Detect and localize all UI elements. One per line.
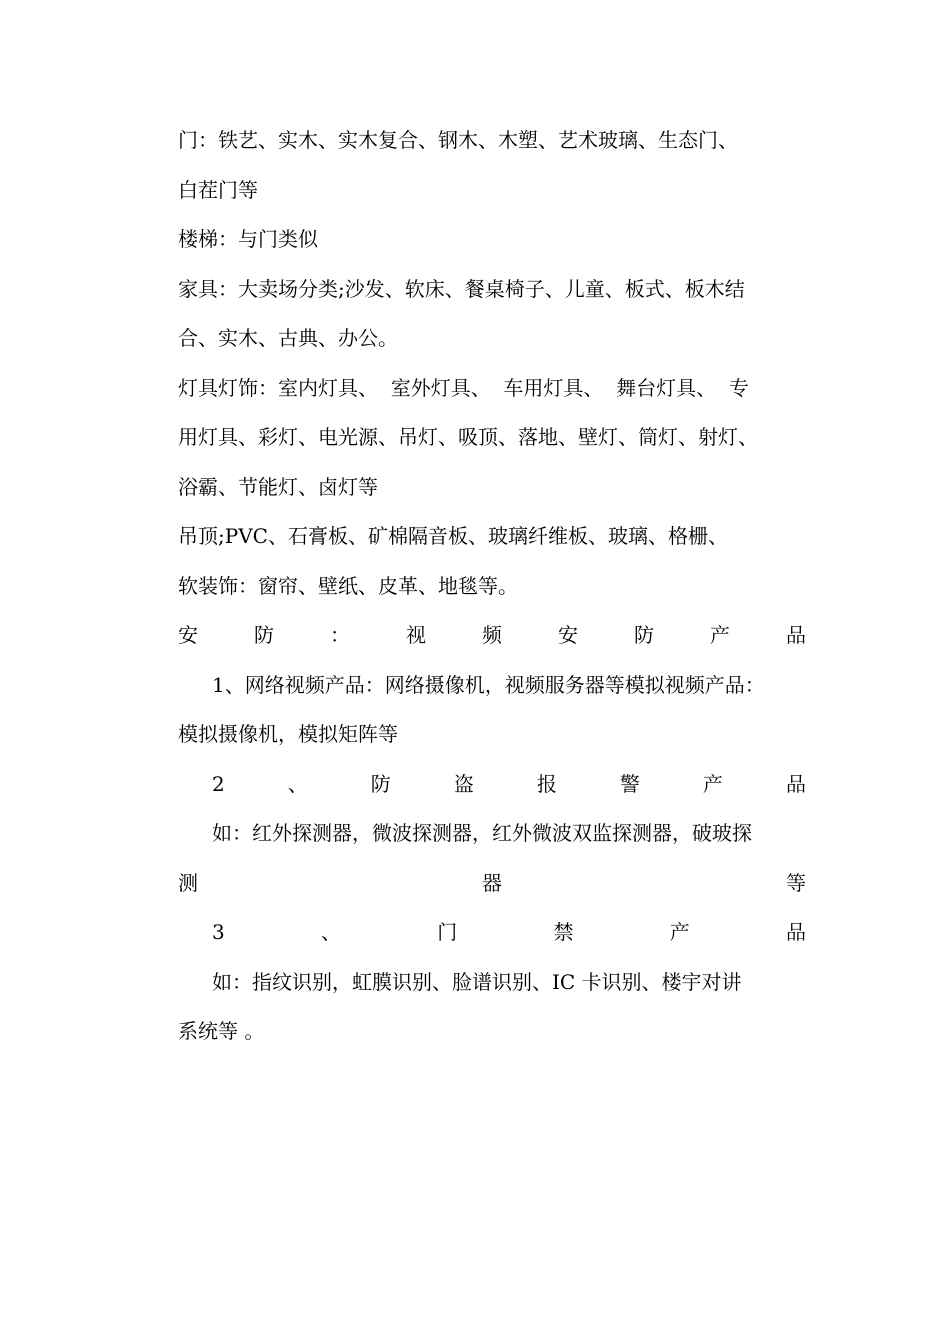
- heading-char: 防: [254, 623, 274, 647]
- doors-line-2: 白茬门等: [178, 177, 258, 202]
- heading-char: 产: [702, 771, 723, 796]
- heading-char: 、: [287, 771, 308, 796]
- security-heading: [178, 611, 806, 661]
- heading-char: 2: [212, 771, 225, 796]
- heading-char: 报: [536, 771, 557, 796]
- line-char: 器: [482, 870, 502, 895]
- heading-char: 视: [406, 623, 426, 647]
- video-products-line-2: 模拟摄像机，模拟矩阵等: [178, 722, 398, 746]
- heading-char: 安: [558, 623, 578, 647]
- access-products-line-1: 如：指纹识别，虹膜识别、脸谱识别、IC 卡识别、楼宇对讲: [212, 969, 742, 994]
- doors-line-1: 门：铁艺、实木、实木复合、钢木、木塑、艺术玻璃、生态门、: [178, 128, 738, 152]
- heading-char: 门: [437, 920, 458, 944]
- access-heading: [178, 908, 806, 958]
- access-products-line-2: 系统等 。: [178, 1019, 265, 1043]
- lighting-line-3: 浴霸、节能灯、卤灯等: [178, 474, 378, 499]
- heading-char: 防: [370, 771, 391, 796]
- heading-char: 警: [619, 771, 640, 796]
- heading-char: 品: [786, 623, 806, 647]
- furniture-line-2: 合、实木、古典、办公。: [178, 326, 398, 350]
- heading-char: 安: [178, 623, 198, 647]
- lighting-line-1: 灯具灯饰：室内灯具、 室外灯具、 车用灯具、 舞台灯具、 专: [178, 375, 749, 400]
- ceiling-line: 吊顶;PVC、石膏板、矿棉隔音板、玻璃纤维板、玻璃、格栅、: [178, 524, 728, 548]
- alarm-products-line-2: [178, 859, 806, 909]
- heading-char: 、: [320, 920, 341, 944]
- heading-char: 产: [710, 623, 730, 647]
- alarm-heading: [178, 760, 806, 810]
- alarm-products-line-1: 如：红外探测器，微波探测器，红外微波双监探测器，破玻探: [212, 821, 752, 845]
- heading-char: 品: [785, 920, 806, 944]
- lighting-line-2: 用灯具、彩灯、电光源、吊灯、吸顶、落地、壁灯、筒灯、射灯、: [178, 425, 758, 449]
- furniture-line-1: 家具：大卖场分类;沙发、软床、餐桌椅子、儿童、板式、板木结: [178, 276, 745, 301]
- line-char: 测: [178, 870, 198, 895]
- heading-char: 3: [212, 920, 225, 944]
- stairs-line: 楼梯：与门类似: [178, 227, 318, 251]
- video-products-line-1: 1、网络视频产品：网络摄像机，视频服务器等模拟视频产品：: [212, 672, 765, 697]
- heading-char: 防: [634, 623, 654, 647]
- heading-char: 盗: [453, 771, 474, 796]
- line-char: 等: [786, 870, 806, 895]
- heading-char: 频: [482, 623, 502, 647]
- heading-char: 品: [785, 771, 806, 796]
- heading-char: ：: [330, 623, 350, 647]
- heading-char: 禁: [553, 920, 574, 944]
- document-body: [178, 116, 806, 1057]
- soft-decor-line: 软装饰：窗帘、壁纸、皮革、地毯等。: [178, 573, 518, 598]
- heading-char: 产: [669, 920, 690, 944]
